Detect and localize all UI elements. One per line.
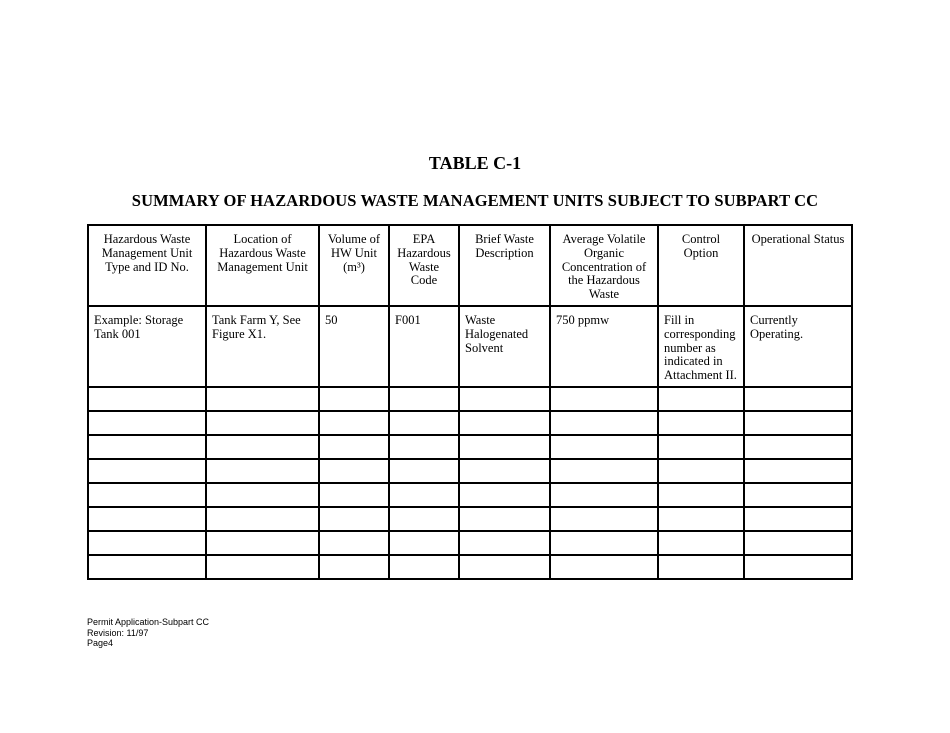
table-header-row [88, 225, 852, 306]
table-blank-row [88, 387, 852, 411]
example-voc-concentration: 750 ppmw [550, 306, 658, 387]
table-blank-row [88, 435, 852, 459]
table-blank-cell [206, 531, 319, 555]
table-blank-cell [459, 555, 550, 579]
footer-page-number: Page4 [87, 638, 114, 648]
table-blank-cell [319, 555, 389, 579]
header-control-option: Control Option [658, 225, 744, 306]
table-blank-row [88, 483, 852, 507]
table-blank-cell [658, 387, 744, 411]
table-blank-cell [88, 387, 206, 411]
table-blank-cell [550, 435, 658, 459]
table-blank-cell [389, 483, 459, 507]
table-blank-cell [658, 507, 744, 531]
table-subtitle: SUMMARY OF HAZARDOUS WASTE MANAGEMENT UNITS SUBJECT TO SUBPART CC [131, 191, 819, 210]
page-footer [87, 617, 209, 649]
header-waste-description: Brief Waste Description [459, 225, 550, 306]
table-blank-cell [744, 507, 852, 531]
table-blank-cell [88, 507, 206, 531]
table-blank-cell [206, 387, 319, 411]
table-blank-cell [206, 411, 319, 435]
table-blank-cell [459, 531, 550, 555]
table-blank-cell [744, 411, 852, 435]
table-blank-row [88, 555, 852, 579]
table-blank-row [88, 531, 852, 555]
table-blank-cell [550, 555, 658, 579]
example-control-option: Fill in corresponding number as indicated in Attachment II. [658, 306, 744, 387]
table-example-row [88, 306, 852, 387]
header-unit-type: Hazardous Waste Management Unit Type and ID No. [88, 225, 206, 306]
table-blank-cell [88, 459, 206, 483]
example-volume: 50 [319, 306, 389, 387]
table-blank-cell [206, 483, 319, 507]
table-blank-cell [88, 531, 206, 555]
table-blank-cell [389, 555, 459, 579]
table-blank-cell [550, 411, 658, 435]
table-blank-cell [389, 411, 459, 435]
table-blank-cell [319, 435, 389, 459]
table-blank-cell [389, 387, 459, 411]
header-operational-status: Operational Status [744, 225, 852, 306]
table-blank-row [88, 507, 852, 531]
table-blank-cell [658, 483, 744, 507]
table-blank-cell [206, 555, 319, 579]
table-blank-cell [744, 531, 852, 555]
example-location: Tank Farm Y, See Figure X1. [206, 306, 319, 387]
table-blank-row [88, 459, 852, 483]
hazardous-waste-units-table [87, 224, 853, 580]
table-blank-cell [459, 411, 550, 435]
example-unit-type: Example: Storage Tank 001 [88, 306, 206, 387]
example-waste-description: Waste Halogenated Solvent [459, 306, 550, 387]
table-blank-cell [206, 507, 319, 531]
table-blank-cell [319, 483, 389, 507]
table-blank-cell [744, 483, 852, 507]
table-blank-cell [88, 411, 206, 435]
table-blank-cell [658, 531, 744, 555]
table-blank-cell [206, 435, 319, 459]
table-blank-cell [658, 555, 744, 579]
table-blank-cell [550, 507, 658, 531]
table-blank-cell [658, 411, 744, 435]
table-blank-cell [658, 459, 744, 483]
table-blank-cell [319, 387, 389, 411]
table-blank-cell [88, 483, 206, 507]
table-blank-cell [459, 483, 550, 507]
table-blank-cell [319, 459, 389, 483]
table-blank-cell [319, 411, 389, 435]
example-operational-status: Currently Operating. [744, 306, 852, 387]
table-title: TABLE C-1 [428, 153, 522, 173]
header-volume: Volume of HW Unit (m³) [319, 225, 389, 306]
header-location: Location of Hazardous Waste Management Unit [206, 225, 319, 306]
header-epa-code: EPA Hazardous Waste Code [389, 225, 459, 306]
table-blank-cell [550, 459, 658, 483]
table-blank-cell [550, 483, 658, 507]
footer-revision: Revision: 11/97 [87, 627, 149, 638]
header-voc-concentration: Average Volatile Organic Concentration of the Hazardous Waste [550, 225, 658, 306]
table-blank-cell [389, 507, 459, 531]
footer-document-name: Permit Application-Subpart CC [87, 617, 210, 627]
table-blank-cell [389, 459, 459, 483]
table-blank-cell [459, 507, 550, 531]
table-blank-cell [88, 555, 206, 579]
table-blank-cell [88, 435, 206, 459]
table-blank-cell [744, 435, 852, 459]
table-blank-cell [459, 387, 550, 411]
table-blank-cell [744, 459, 852, 483]
table-blank-cell [459, 435, 550, 459]
table-blank-cell [459, 459, 550, 483]
table-blank-row [88, 411, 852, 435]
table-blank-cell [744, 387, 852, 411]
table-blank-cell [744, 555, 852, 579]
table-blank-cell [319, 531, 389, 555]
table-blank-cell [550, 387, 658, 411]
table-blank-cell [550, 531, 658, 555]
table-blank-cell [389, 531, 459, 555]
table-blank-cell [389, 435, 459, 459]
table-blank-cell [319, 507, 389, 531]
table-blank-cell [658, 435, 744, 459]
table-blank-cell [206, 459, 319, 483]
example-epa-code: F001 [389, 306, 459, 387]
